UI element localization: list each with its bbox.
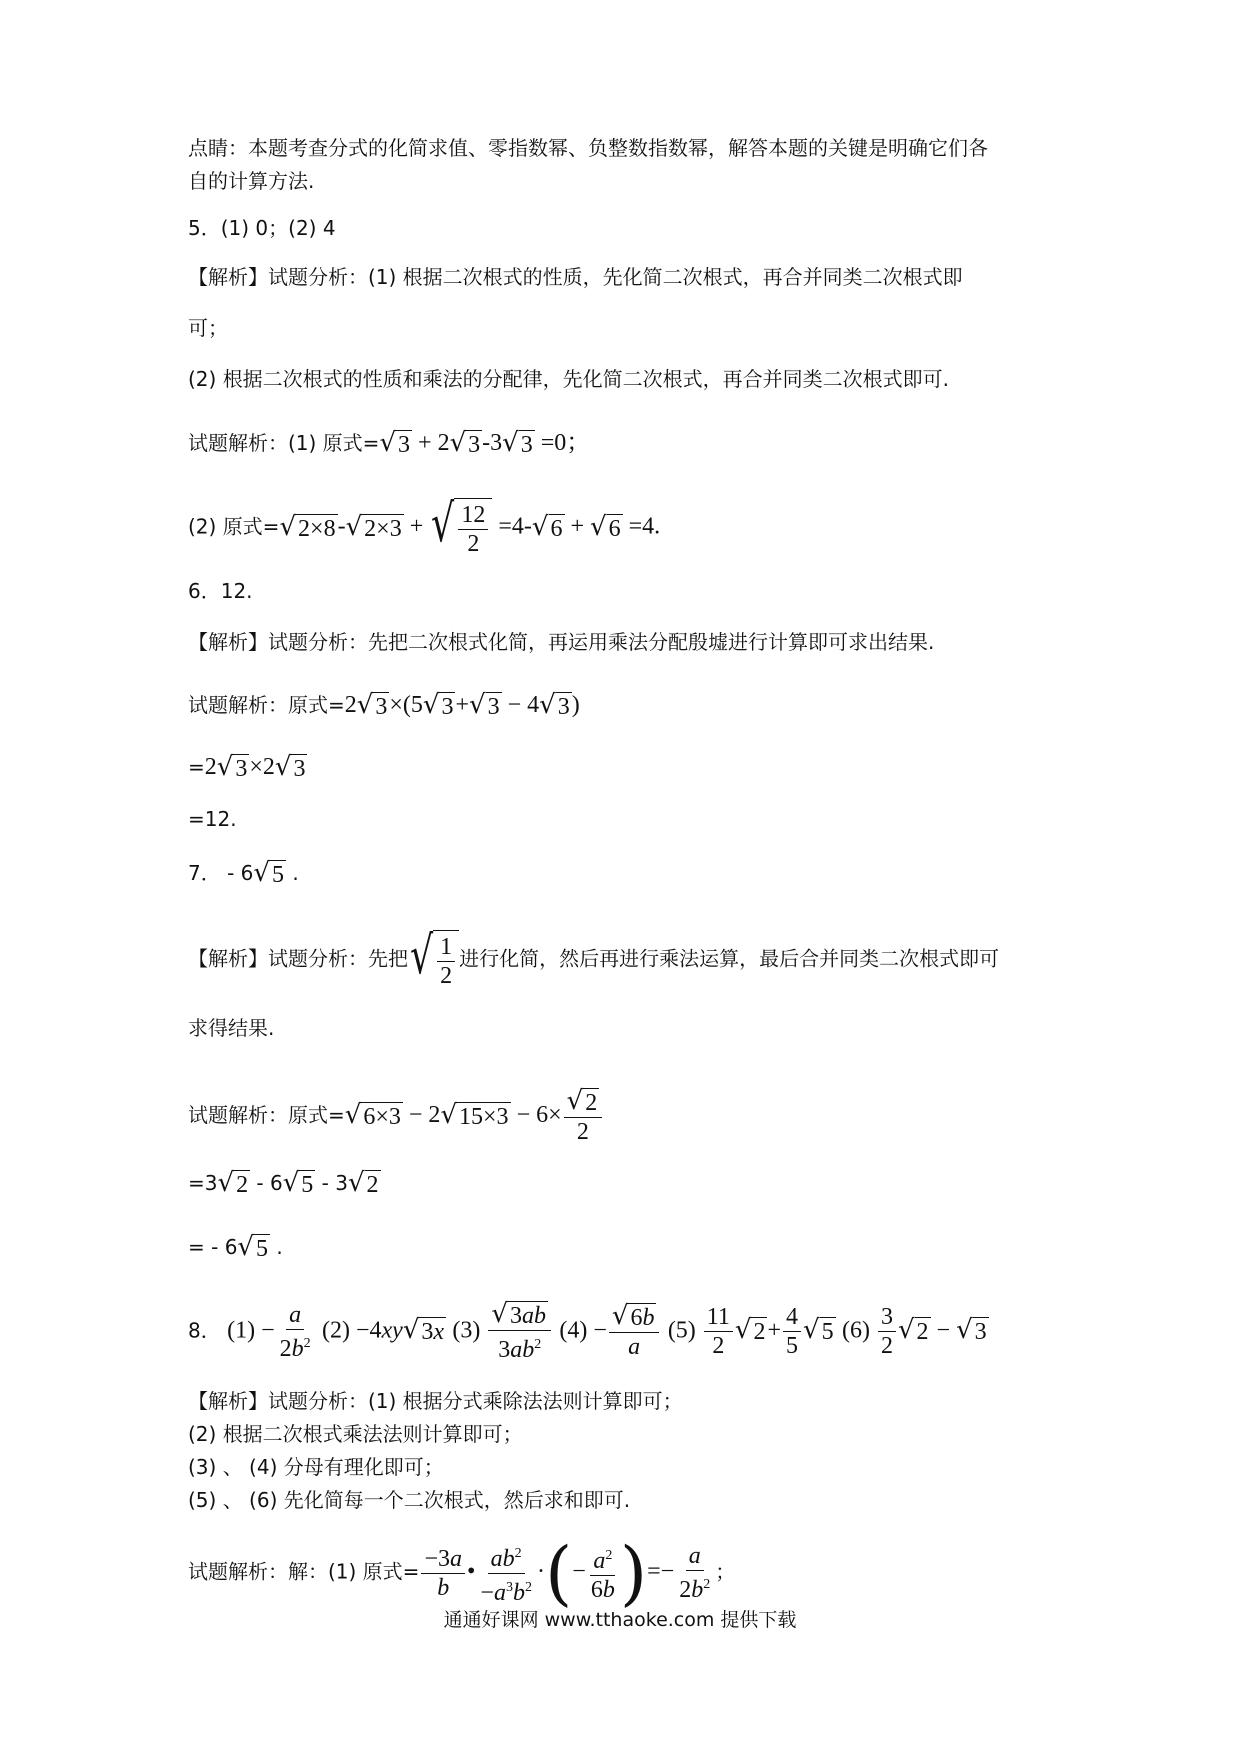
analysis-6: 【解析】试题分析：先把二次根式化简，再运用乘法分配殷墟进行计算即可求出结果. [188,630,935,654]
answer-7: 7． - 6 √ 5 . [188,858,299,888]
analysis-8: 【解析】试题分析：(1) 根据分式乘除法法则计算即可； [188,1389,683,1413]
text-line: (3) 、 (4) 分母有理化即可； [188,1455,444,1479]
solution-6-step: =2 √ 3 ×2 √ 3 [188,752,306,782]
text-line: 求得结果. [188,1016,275,1040]
solution-5-2: (2) 原式= √ 2×8 - √ 2×3 + √ $\frac{12}{2}$ =4- √ 6 + √ 6 =4. [188,494,661,557]
solution-7: 试题解析：原式= √ 6×3 − 2 √ 15×3 − 6× √ 2 2 [188,1087,604,1146]
text-line: 点睛：本题考查分式的化简求值、零指数幂、负整数指数幂，解答本题的关键是明确它们各 [188,136,988,160]
answer-5: 5．(1) 0；(2) 4 [188,216,336,240]
text-line: 自的计算方法. [188,169,315,193]
analysis-7: 【解析】试题分析：先把 √ $\frac{1}{2}$ 进行化简，然后再进行乘法运算，最后合并同类二次根式即可 [188,926,1000,989]
answer-6: 6．12. [188,579,253,603]
solution-7-result: = - 6 √ 5 . [188,1232,283,1262]
text-line: (5) 、 (6) 先化简每一个二次根式，然后求和即可. [188,1488,631,1512]
text-line: (2) 根据二次根式乘法法则计算即可； [188,1422,523,1446]
solution-8-1: 试题解析：解：(1) 原式= $\frac{-3a}{b}$ • $\frac{ab^2}{-a^3b^2}$ ·(− $\frac{a^2}{6b}$ )=− $\frac{a}{2b^2}$ ； [188,1532,736,1614]
solution-5-1: 试题解析：(1) 原式= √ 3 + 2 √ 3 -3 √ 3 =0； [188,428,591,458]
page-footer: 通通好课网 www.tthaoke.com 提供下载 [443,1609,797,1631]
answer-8: 8． (1) − $\frac{a}{2b^2}$ (2) −4xy √ 3x (3) √ 3ab $3ab^2$ (4) − √ 6b a (5) $\frac{11}{2}$ √ 2 + $\frac{4}{5}$ √ 5 (6) $\frac{3}{2}$ √ 2 − √ 3 [188,1298,987,1363]
text-line: 可； [188,316,228,340]
text-line: (2) 根据二次根式的性质和乘法的分配律，先化简二次根式，再合并同类二次根式即可. [188,367,950,391]
solution-7-step: =3 √ 2 - 6 √ 5 - 3 √ 2 [188,1168,379,1198]
solution-6-result: =12. [188,807,237,831]
analysis-5: 【解析】试题分析：(1) 根据二次根式的性质，先化简二次根式，再合并同类二次根式即 [188,265,963,289]
solution-6: 试题解析：原式=2 √ 3 ×(5 √ 3 + √ 3 − 4 √ 3 ) [188,690,580,720]
